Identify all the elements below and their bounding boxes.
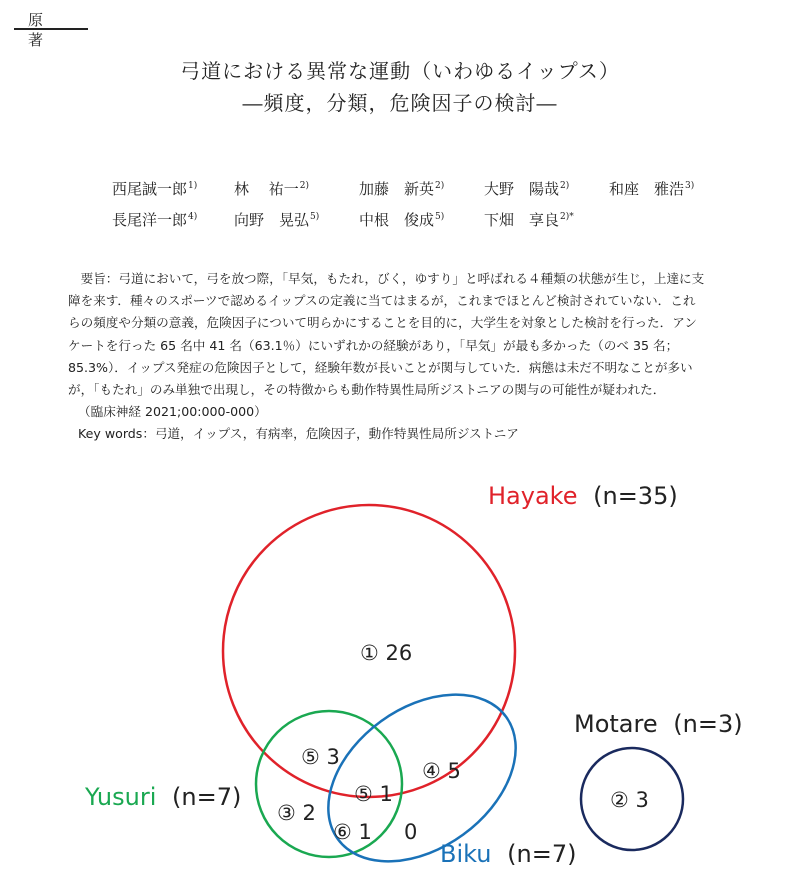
motare-name: Motare: [574, 710, 658, 738]
hayake-label: [488, 482, 678, 510]
author: [234, 172, 359, 203]
author-row-2: [112, 203, 732, 234]
region-5b-count: ⑤ 1: [354, 782, 393, 806]
region-2-count: ② 3: [610, 788, 649, 812]
author: [484, 203, 609, 234]
author: [359, 172, 484, 203]
author-affiliation: 2): [435, 181, 445, 191]
abstract-line: らの頻度や分類の意義，危険因子について明らかにすることを目的に，大学生を対象とした検討を行った．アン: [68, 315, 697, 331]
author: [234, 203, 359, 234]
author-list: [112, 172, 732, 234]
author-affiliation: 3): [685, 181, 695, 191]
author: [609, 172, 729, 203]
author-affiliation: 1): [188, 181, 198, 191]
title-block: [0, 56, 800, 118]
abstract-line: 要旨：弓道において，弓を放つ際，「早気，もたれ，びく，ゆすり」と呼ばれる４種類の状態が生じ，上達に支: [68, 271, 705, 286]
author: [112, 172, 234, 203]
paper-subtitle: ―頻度，分類，危険因子の検討―: [242, 91, 558, 115]
yusuri-count: (n=7): [172, 783, 242, 811]
abstract-line: が，「もたれ」のみ単独で出現し，その特徴からも動作特異性局所ジストニアの関与の可能性が疑われた．: [68, 382, 666, 398]
abstract-line: 障を来す．種々のスポーツで認めるイップスの定義に当てはまるが，これまでほとんど検討されていない．これ: [68, 293, 696, 309]
region-0-count: 0: [404, 820, 418, 844]
author: [112, 203, 234, 234]
hayake-count: (n=35): [593, 482, 678, 510]
biku-label: [440, 840, 576, 868]
biku-name: Biku: [440, 840, 492, 868]
author-row-1: [112, 172, 732, 203]
author: [484, 172, 609, 203]
paper-title: 弓道における異常な運動（いわゆるイップス）: [180, 59, 620, 83]
motare-count: (n=3): [673, 710, 743, 738]
region-4-count: ④ 5: [422, 759, 461, 783]
author-affiliation: 2): [560, 181, 570, 191]
author-name: 向野 晃弘: [234, 211, 310, 229]
author-name: 大野 陽哉: [484, 180, 560, 198]
keywords: Key words：弓道，イップス，有病率，危険因子，動作特異性局所ジストニア: [78, 426, 519, 442]
abstract-line: ケートを行った 65 名中 41 名（63.1％）にいずれかの経験があり，「早気」が最も多かった（のべ 35 名；: [68, 337, 679, 353]
region-6-count: ⑥ 1: [333, 820, 372, 844]
author-affiliation: 2): [299, 181, 310, 191]
author-name: 西尾誠一郎: [112, 180, 188, 198]
author-name: 和座 雅浩: [609, 180, 685, 198]
citation: （臨床神経 2021;00:000-000）: [78, 404, 267, 420]
abstract: [68, 268, 768, 446]
author-name: 林 祐一: [234, 180, 299, 198]
region-1-count: ① 26: [360, 641, 413, 665]
author-affiliation: 5): [435, 212, 445, 222]
author-name: 下畑 享良: [484, 211, 560, 229]
abstract-line: 85.3%）．イップス発症の危険因子として，経験年数が長いことが関与していた．病態は未だ不明なことが多い: [68, 359, 693, 375]
motare-label: [574, 710, 743, 738]
author-affiliation: 5): [310, 212, 320, 222]
hayake-name: Hayake: [488, 482, 578, 510]
author-name: 中根 俊成: [359, 211, 435, 229]
yusuri-label: [84, 783, 241, 811]
author-affiliation: 4): [188, 212, 198, 222]
author: [359, 203, 484, 234]
venn-diagram: [0, 460, 800, 881]
author-affiliation: 2)*: [560, 212, 574, 222]
biku-count: (n=7): [507, 840, 577, 868]
author-name: 長尾洋一郎: [112, 211, 188, 229]
section-label: 原著: [14, 10, 88, 30]
region-5a-count: ⑤ 3: [301, 745, 340, 769]
author-name: 加藤 新英: [359, 180, 435, 198]
yusuri-name: Yusuri: [85, 783, 157, 811]
venn-figure: [0, 460, 800, 881]
region-3-count: ③ 2: [277, 801, 316, 825]
